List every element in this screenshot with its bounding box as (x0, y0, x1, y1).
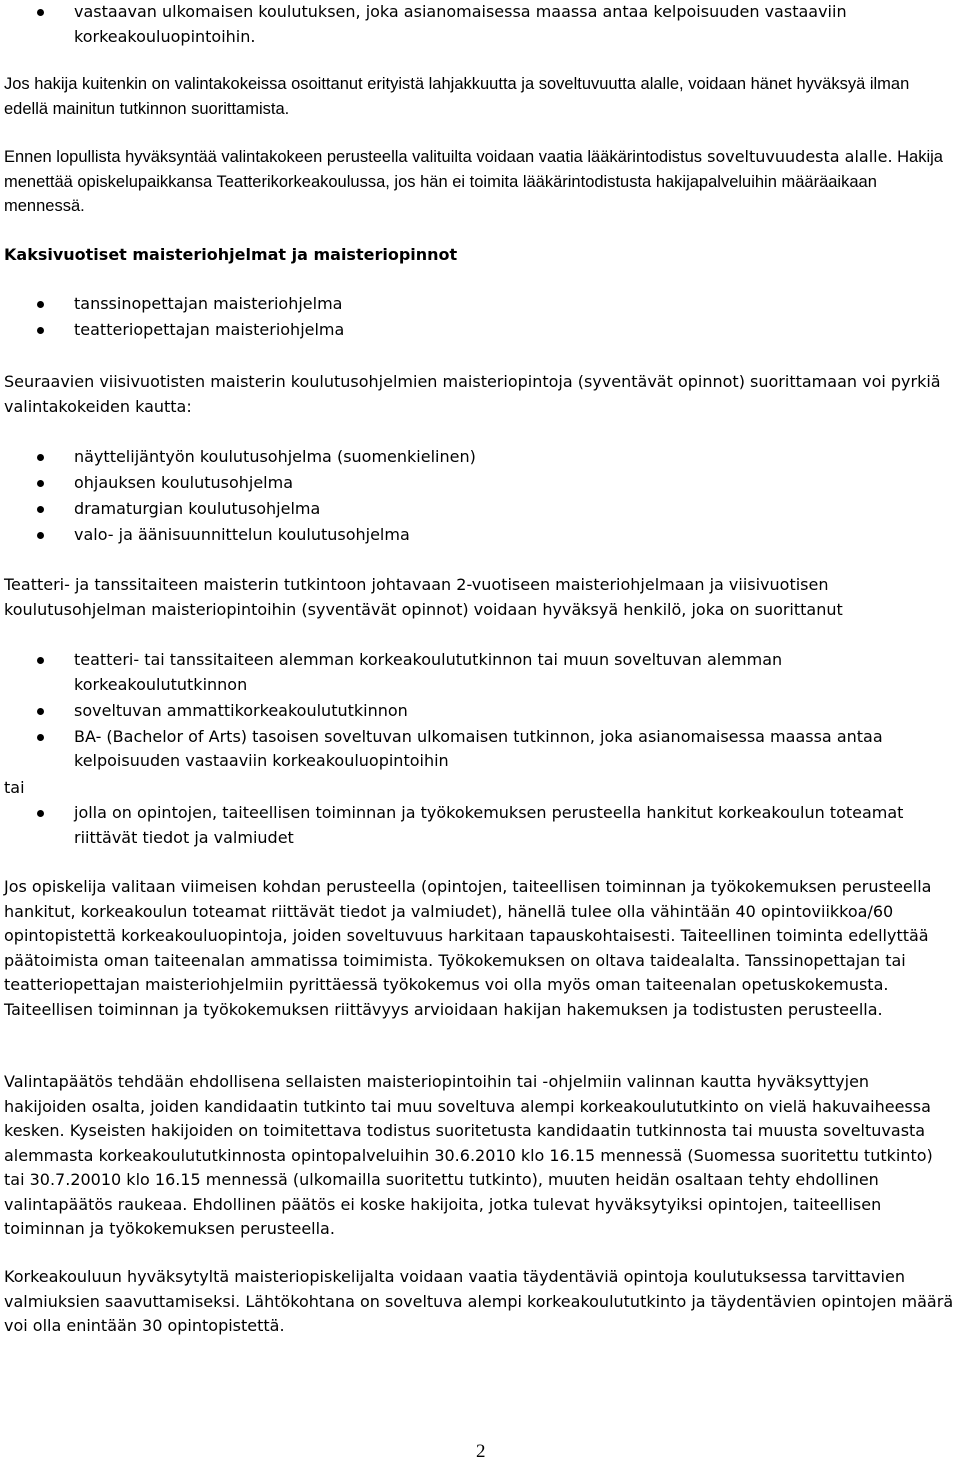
paragraph-admission-criteria: Teatteri- ja tanssitaiteen maisterin tutkintoon johtavaan 2-vuotiseen maisteriohjelmaan ja viisivuotisen koulutusohjelman maisteriopintoihin (syventävät opinnot) voidaan hyväksyä henkilö, joka on suorittanut (4, 575, 843, 619)
paragraph-exception: Jos hakija kuitenkin on valintakokeissa osoittanut erityistä lahjakkuutta ja soveltuvuutta alalle, voidaan hänet hyväksyä ilman edellä mainitun tutkinnon suorittamista. (4, 75, 910, 118)
list-item: vastaavan ulkomaisen koulutuksen, joka asianomaisessa maassa antaa kelpoisuuden vastaaviin korkeakouluopintoihin. (0, 0, 956, 49)
list-item: valo- ja äänisuunnittelun koulutusohjelma (0, 523, 956, 548)
bullet-icon (37, 506, 44, 513)
bullet-icon (37, 301, 44, 308)
programs-list (0, 292, 956, 343)
section-heading: Kaksivuotiset maisteriohjelmat ja maisteriopinnot (4, 245, 458, 264)
paragraph-medical-certificate: Ennen lopullista hyväksyntää valintakokeen perusteella valituilta voidaan vaatia lääkärintodistus soveltuvuudesta alalle. Hakija menettää opiskelupaikkansa Teatterikorkeakoulussa, jos hän ei toimita lääkärintodistusta hakijapalveluihin määräaikaan mennessä. (4, 147, 943, 215)
paragraph-five-year-intro: Seuraavien viisivuotisten maisterin koulutusohjelmien maisteriopintoja (syventävät opinnot) suorittamaan voi pyrkiä valintakokeiden kautta: (4, 372, 941, 416)
bullet-icon (37, 657, 44, 664)
paragraph-supplementary-studies: Korkeakouluun hyväksytyltä maisteriopiskelijalta voidaan vaatia täydentäviä opintoja koulutuksessa tarvittavien valmiuksien saavuttamiseksi. Lähtökohtana on soveltuva alempi korkeakoulututkinto ja täydentävien opintojen määrä voi olla enintään 30 opintopistettä. (4, 1267, 954, 1335)
list-item: tanssinopettajan maisteriohjelma (0, 292, 956, 317)
bullet-icon (37, 734, 44, 741)
five-year-programs-list (0, 445, 956, 548)
bullet-icon (37, 454, 44, 461)
bullet-icon (37, 327, 44, 334)
intro-list (0, 0, 956, 49)
bullet-icon (37, 708, 44, 715)
qualifications-list (0, 648, 956, 774)
paragraph-conditional-admission: Valintapäätös tehdään ehdollisena sellaisten maisteriopintoihin tai -ohjelmiin valinnan kautta hyväksyttyjen hakijoiden osalta, joiden kandidaatin tutkinto tai muu soveltuva alempi korkeakoulututkinto on vielä hakuvaiheessa kesken. Kyseisten hakijoiden on toimitettava todistus suoritetusta kandidaatin tutkinnosta tai muusta soveltuvasta alemmasta korkeakoulututkinnosta opintopalveluihin 30.6.2010 klo 16.15 mennessä (Suomessa suoritettu tutkinto) tai 30.7.20010 klo 16.15 mennessä (ulkomailla suoritettu tutkinto), muuten heidän osaltaan tehty ehdollinen valintapäätös raukeaa. Ehdollinen päätös ei koske hakijoita, jotka tulevat hyväksytyiksi opintojen, taiteellisen toiminnan ja työkokemuksen perusteella. (4, 1072, 933, 1238)
list-item: dramaturgian koulutusohjelma (0, 497, 956, 522)
alt-qualification-list (0, 801, 956, 850)
bullet-icon (37, 9, 44, 16)
list-item: ohjauksen koulutusohjelma (0, 471, 956, 496)
or-label: tai (4, 778, 25, 797)
paragraph-experience-requirements: Jos opiskelija valitaan viimeisen kohdan perusteella (opintojen, taiteellisen toiminnan ja työkokemuksen perusteella hankitut, korkeakoulun toteamat riittävät tiedot ja valmiudet), hänellä tulee olla vähintään 40 opintoviikkoa/60 opintopistettä korkeakouluopintoja, joiden soveltuvuus harkitaan tapauskohtaisesti. Taiteellinen toiminta edellyttää päätoimista oman taiteenalan ammatissa toimimista. Työkokemuksen on oltava taidealalta. Tanssinopettajan tai teatteriopettajan maisteriohjelmiin pyrittäessä työkokemus voi olla myös oman taiteenalan opetuskokemusta. Taiteellisen toiminnan ja työkokemuksen riittävyys arvioidaan hakijan hakemuksen ja todistusten perusteella. (4, 877, 932, 1019)
page-number: 2 (476, 1441, 486, 1462)
list-item: teatteriopettajan maisteriohjelma (0, 318, 956, 343)
list-item: jolla on opintojen, taiteellisen toiminnan ja työkokemuksen perusteella hankitut korkeakoulun toteamat riittävät tiedot ja valmiudet (0, 801, 956, 850)
list-item: teatteri- tai tanssitaiteen alemman korkeakoulututkinnon tai muun soveltuvan alemman korkeakoulututkinnon (0, 648, 956, 697)
list-item: näyttelijäntyön koulutusohjelma (suomenkielinen) (0, 445, 956, 470)
bullet-icon (37, 810, 44, 817)
list-item: BA- (Bachelor of Arts) tasoisen soveltuvan ulkomaisen tutkinnon, joka asianomaisessa maassa antaa kelpoisuuden vastaaviin korkeakouluopintoihin (0, 725, 956, 774)
bullet-icon (37, 532, 44, 539)
list-item: soveltuvan ammattikorkeakoulututkinnon (0, 699, 956, 724)
bullet-icon (37, 480, 44, 487)
